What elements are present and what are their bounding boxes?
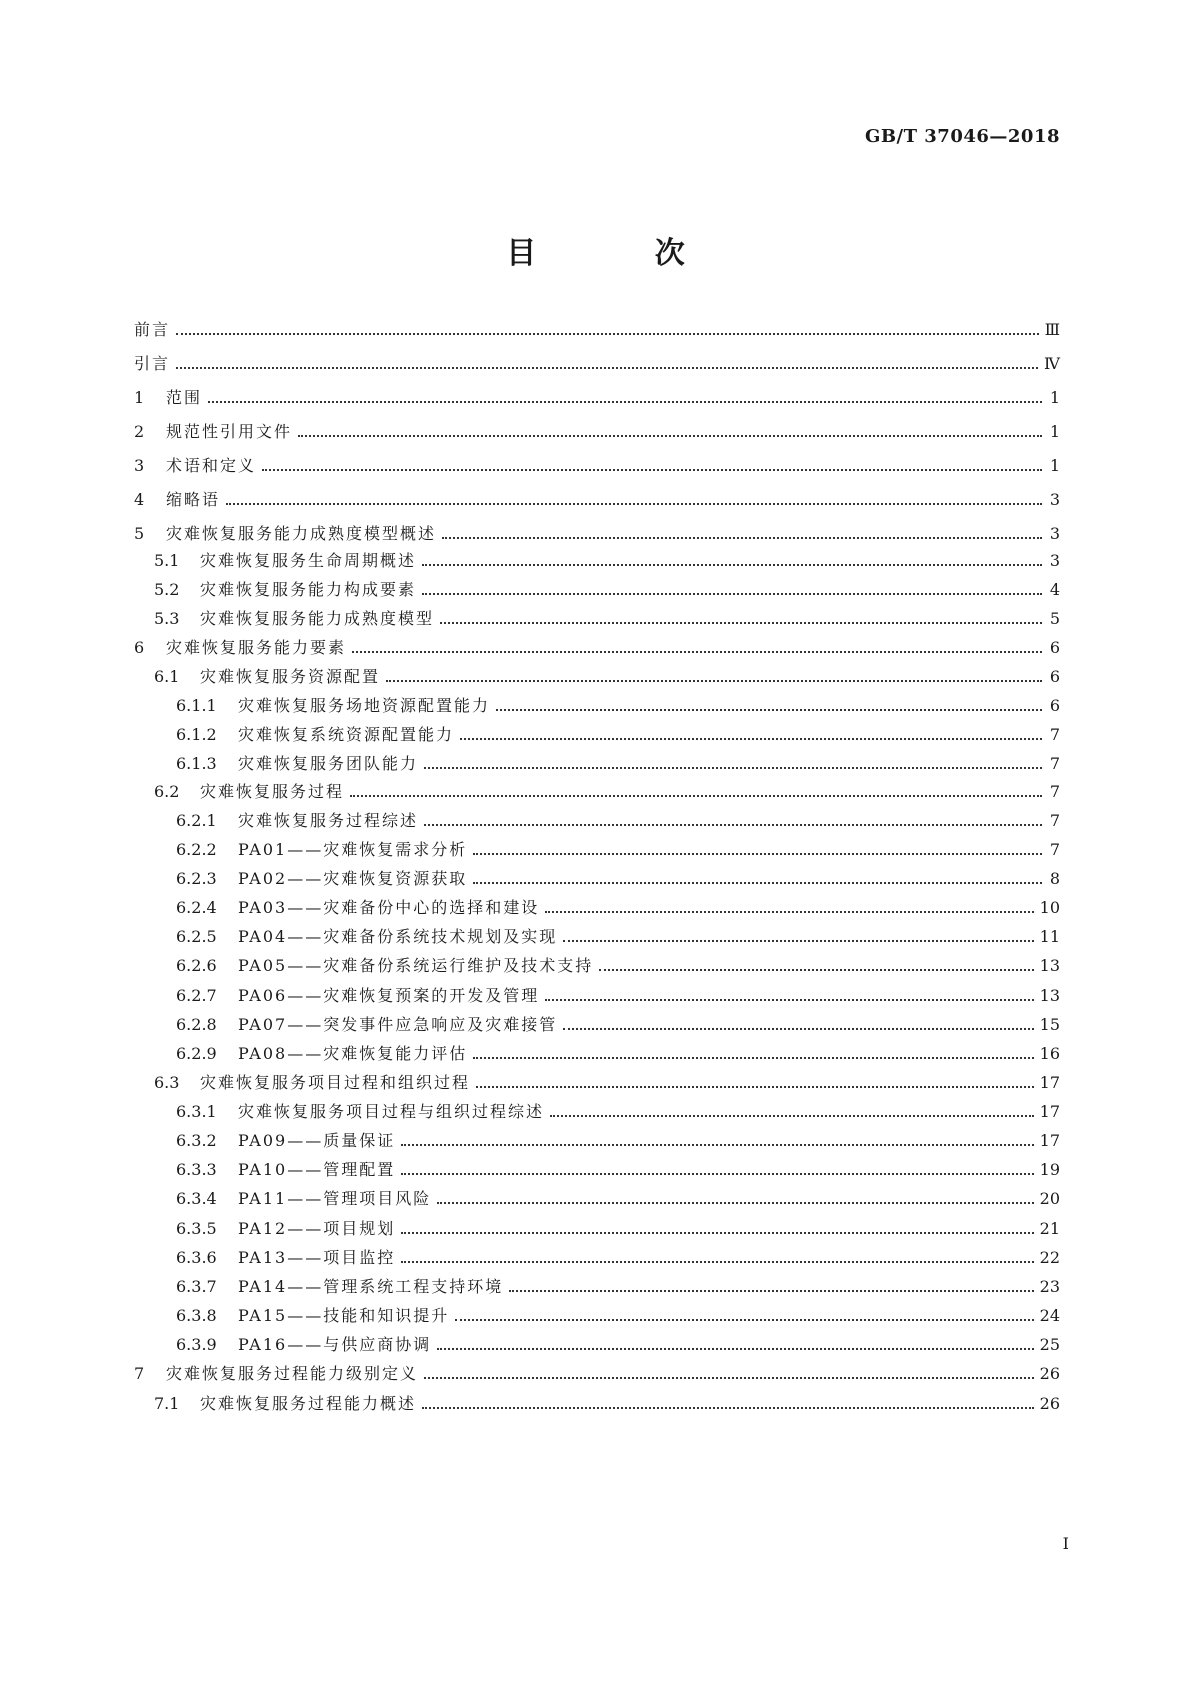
- toc-entry[interactable]: [134, 956, 1060, 976]
- toc-entry[interactable]: [134, 320, 1060, 340]
- toc-entry-page: 17: [1039, 1073, 1060, 1092]
- toc-entry-page: 3: [1049, 524, 1060, 543]
- toc-entry[interactable]: [134, 388, 1060, 408]
- toc-leader-dots: [401, 1173, 1033, 1175]
- toc-entry-number: 1: [134, 388, 145, 407]
- toc-leader-dots: [350, 795, 1042, 797]
- toc-entry[interactable]: [134, 1160, 1060, 1180]
- toc-leader-dots: [442, 537, 1042, 539]
- toc-entry-page: 26: [1039, 1364, 1060, 1383]
- toc-entry[interactable]: [134, 1219, 1060, 1239]
- toc-entry-page: 5: [1049, 609, 1060, 628]
- toc-entry-number: 6.3.7: [176, 1277, 217, 1296]
- toc-leader-dots: [545, 999, 1033, 1001]
- toc-entry[interactable]: [134, 422, 1060, 442]
- toc-entry-label: 缩略语: [166, 490, 221, 509]
- toc-entry-label: 灾难恢复服务项目过程和组织过程: [200, 1073, 471, 1092]
- toc-entry-number: 6.1.1: [176, 696, 217, 715]
- toc-entry-page: 24: [1039, 1306, 1060, 1325]
- toc-entry-label: PA05——灾难备份系统运行维护及技术支持: [238, 956, 594, 975]
- toc-entry-number: 6.3.2: [176, 1131, 217, 1150]
- toc-entry-number: 6.3.8: [176, 1306, 217, 1325]
- toc-entry-label: 术语和定义: [166, 456, 257, 475]
- toc-entry-label: 灾难恢复服务能力要素: [166, 638, 347, 657]
- toc-leader-dots: [422, 564, 1042, 566]
- toc-entry[interactable]: [134, 551, 1060, 571]
- toc-leader-dots: [437, 1202, 1033, 1204]
- toc-leader-dots: [176, 333, 1039, 335]
- toc-leader-dots: [509, 1290, 1033, 1292]
- toc-entry-label: PA14——管理系统工程支持环境: [238, 1277, 504, 1296]
- toc-entry[interactable]: [134, 580, 1060, 600]
- toc-entry[interactable]: [134, 1335, 1060, 1355]
- toc-leader-dots: [437, 1348, 1033, 1350]
- toc-entry-page: 1: [1049, 422, 1060, 441]
- toc-entry-number: 6.2.5: [176, 927, 217, 946]
- toc-entry-page: 13: [1039, 956, 1060, 975]
- toc-entry-label: 灾难恢复服务能力构成要素: [200, 580, 417, 599]
- toc-leader-dots: [262, 469, 1042, 471]
- toc-entry-page: Ⅳ: [1044, 354, 1060, 373]
- toc-entry-label: PA07——突发事件应急响应及灾难接管: [238, 1015, 558, 1034]
- toc-leader-dots: [473, 853, 1042, 855]
- toc-entry-number: 6: [134, 638, 145, 657]
- toc-leader-dots: [386, 680, 1042, 682]
- toc-entry-label: PA01——灾难恢复需求分析: [238, 840, 468, 859]
- toc-entry[interactable]: [134, 696, 1060, 716]
- toc-entry-number: 6.3.4: [176, 1189, 217, 1208]
- toc-entry-label: 灾难恢复服务资源配置: [200, 667, 381, 686]
- toc-entry[interactable]: [134, 811, 1060, 831]
- toc-entry-page: 17: [1039, 1131, 1060, 1150]
- toc-entry-label: PA10——管理配置: [238, 1160, 396, 1179]
- toc-leader-dots: [401, 1144, 1033, 1146]
- toc-entry-label: PA02——灾难恢复资源获取: [238, 869, 468, 888]
- toc-entry-page: 11: [1039, 927, 1060, 946]
- toc-entry-label: 范围: [166, 388, 203, 407]
- toc-entry[interactable]: [134, 1073, 1060, 1093]
- standard-code: GB/T 37046—2018: [864, 126, 1060, 147]
- toc-entry-page: 3: [1049, 490, 1060, 509]
- toc-leader-dots: [424, 1377, 1034, 1379]
- toc-entry-label: 灾难恢复服务能力成熟度模型: [200, 609, 435, 628]
- toc-leader-dots: [550, 1115, 1034, 1117]
- toc-entry-label: 引言: [134, 354, 171, 373]
- toc-entry-number: 6.3.6: [176, 1248, 217, 1267]
- toc-entry-page: 7: [1049, 811, 1060, 830]
- toc-entry-number: 6.1.2: [176, 725, 217, 744]
- toc-entry[interactable]: [134, 1044, 1060, 1064]
- toc-entry-page: 7: [1049, 840, 1060, 859]
- toc-entry-number: 6.2.7: [176, 986, 217, 1005]
- toc-leader-dots: [496, 709, 1042, 711]
- toc-entry-page: 6: [1049, 638, 1060, 657]
- toc-leader-dots: [422, 593, 1042, 595]
- page-title: 目 次: [506, 236, 739, 271]
- toc-entry[interactable]: [134, 1248, 1060, 1268]
- toc-entry-label: 前言: [134, 320, 171, 339]
- toc-entry-label: PA15——技能和知识提升: [238, 1306, 450, 1325]
- toc-entry[interactable]: [134, 1306, 1060, 1326]
- toc-leader-dots: [545, 911, 1033, 913]
- toc-entry-page: 25: [1039, 1335, 1060, 1354]
- toc-leader-dots: [352, 651, 1042, 653]
- toc-leader-dots: [401, 1261, 1033, 1263]
- toc-entry-page: 6: [1049, 696, 1060, 715]
- toc-entry-number: 6.3.5: [176, 1219, 217, 1238]
- toc-entry-page: Ⅲ: [1044, 320, 1060, 339]
- toc-entry-page: 7: [1049, 782, 1060, 801]
- toc-entry-page: 21: [1039, 1219, 1060, 1238]
- toc-leader-dots: [424, 767, 1042, 769]
- toc-entry-label: PA04——灾难备份系统技术规划及实现: [238, 927, 558, 946]
- toc-entry-label: 灾难恢复服务过程能力概述: [200, 1394, 417, 1413]
- toc-leader-dots: [401, 1232, 1033, 1234]
- toc-entry-number: 7: [134, 1364, 145, 1383]
- toc-entry[interactable]: [134, 898, 1060, 918]
- toc-entry-page: 23: [1039, 1277, 1060, 1296]
- toc-entry[interactable]: [134, 754, 1060, 774]
- toc-leader-dots: [422, 1407, 1034, 1409]
- toc-entry-label: 灾难恢复系统资源配置能力: [238, 725, 455, 744]
- toc-entry-page: 15: [1039, 1015, 1060, 1034]
- toc-entry-label: PA16——与供应商协调: [238, 1335, 432, 1354]
- toc-entry-page: 3: [1049, 551, 1060, 570]
- toc-entry[interactable]: [134, 869, 1060, 889]
- toc-leader-dots: [455, 1319, 1033, 1321]
- toc-entry[interactable]: [134, 1131, 1060, 1151]
- toc-entry[interactable]: [134, 1015, 1060, 1035]
- toc-entry-number: 6.2.3: [176, 869, 217, 888]
- toc-entry-label: 灾难恢复服务生命周期概述: [200, 551, 417, 570]
- toc-leader-dots: [563, 1028, 1033, 1030]
- toc-entry[interactable]: [134, 456, 1060, 476]
- toc-entry-number: 3: [134, 456, 145, 475]
- toc-entry[interactable]: [134, 840, 1060, 860]
- toc-entry-page: 7: [1049, 725, 1060, 744]
- toc-entry-page: 7: [1049, 754, 1060, 773]
- toc-entry[interactable]: [134, 354, 1060, 374]
- toc-entry-label: 灾难恢复服务项目过程与组织过程综述: [238, 1102, 545, 1121]
- toc-leader-dots: [599, 969, 1033, 971]
- toc-leader-dots: [440, 622, 1042, 624]
- toc-leader-dots: [473, 1057, 1033, 1059]
- toc-leader-dots: [563, 940, 1033, 942]
- toc-entry-label: PA06——灾难恢复预案的开发及管理: [238, 986, 540, 1005]
- toc-entry-page: 1: [1049, 388, 1060, 407]
- toc-entry-page: 17: [1039, 1102, 1060, 1121]
- toc-entry-number: 2: [134, 422, 145, 441]
- toc-entry-number: 6.2.8: [176, 1015, 217, 1034]
- toc-entry-label: 规范性引用文件: [166, 422, 293, 441]
- toc-entry-label: PA03——灾难备份中心的选择和建设: [238, 898, 540, 917]
- toc-entry[interactable]: [134, 638, 1060, 658]
- toc-entry[interactable]: [134, 609, 1060, 629]
- toc-entry-number: 6.3.9: [176, 1335, 217, 1354]
- toc-entry[interactable]: [134, 1102, 1060, 1122]
- toc-entry[interactable]: [134, 725, 1060, 745]
- toc-entry-number: 5.3: [154, 609, 180, 628]
- toc-leader-dots: [460, 738, 1042, 740]
- toc-entry-number: 6.1.3: [176, 754, 217, 773]
- toc-entry-label: 灾难恢复服务能力成熟度模型概述: [166, 524, 437, 543]
- toc-entry[interactable]: [134, 1364, 1060, 1384]
- toc-entry[interactable]: [134, 490, 1060, 510]
- toc-entry-page: 8: [1049, 869, 1060, 888]
- toc-entry-number: 6.1: [154, 667, 180, 686]
- toc-entry-number: 6.3.3: [176, 1160, 217, 1179]
- toc-entry-number: 6.3.1: [176, 1102, 217, 1121]
- toc-entry-page: 20: [1039, 1189, 1060, 1208]
- toc-entry-number: 7.1: [154, 1394, 180, 1413]
- toc-entry-number: 4: [134, 490, 145, 509]
- toc-entry-label: 灾难恢复服务过程: [200, 782, 345, 801]
- toc-entry-number: 6.2.9: [176, 1044, 217, 1063]
- toc-entry-number: 6.2.6: [176, 956, 217, 975]
- toc-entry-number: 6.2.2: [176, 840, 217, 859]
- toc-entry-page: 26: [1039, 1394, 1060, 1413]
- toc-entry-label: 灾难恢复服务过程综述: [238, 811, 419, 830]
- toc-leader-dots: [424, 824, 1042, 826]
- toc-entry-label: 灾难恢复服务过程能力级别定义: [166, 1364, 419, 1383]
- toc-entry-label: PA12——项目规划: [238, 1219, 396, 1238]
- toc-entry-label: PA13——项目监控: [238, 1248, 396, 1267]
- toc-entry[interactable]: [134, 782, 1060, 802]
- toc-entry-label: PA11——管理项目风险: [238, 1189, 432, 1208]
- toc-entry-number: 5.1: [154, 551, 180, 570]
- toc-entry[interactable]: [134, 667, 1060, 687]
- toc-entry-page: 13: [1039, 986, 1060, 1005]
- toc-leader-dots: [298, 435, 1042, 437]
- page-number: I: [1062, 1534, 1069, 1553]
- toc-entry[interactable]: [134, 1394, 1060, 1414]
- toc-entry[interactable]: [134, 986, 1060, 1006]
- toc-entry-number: 5: [134, 524, 145, 543]
- toc-entry-number: 6.2: [154, 782, 180, 801]
- toc-entry-number: 5.2: [154, 580, 180, 599]
- toc-entry-page: 16: [1039, 1044, 1060, 1063]
- toc-entry[interactable]: [134, 927, 1060, 947]
- toc-leader-dots: [476, 1086, 1034, 1088]
- toc-leader-dots: [208, 401, 1042, 403]
- toc-entry-label: 灾难恢复服务团队能力: [238, 754, 419, 773]
- toc-leader-dots: [473, 882, 1042, 884]
- toc-entry[interactable]: [134, 524, 1060, 544]
- toc-entry-page: 22: [1039, 1248, 1060, 1267]
- toc-entry[interactable]: [134, 1189, 1060, 1209]
- toc-entry-label: 灾难恢复服务场地资源配置能力: [238, 696, 491, 715]
- toc-entry-page: 4: [1049, 580, 1060, 599]
- toc-entry-page: 10: [1039, 898, 1060, 917]
- toc-entry-number: 6.3: [154, 1073, 180, 1092]
- toc-entry-label: PA08——灾难恢复能力评估: [238, 1044, 468, 1063]
- toc-entry-page: 1: [1049, 456, 1060, 475]
- toc-entry-page: 19: [1039, 1160, 1060, 1179]
- toc-entry-label: PA09——质量保证: [238, 1131, 396, 1150]
- toc-leader-dots: [226, 503, 1042, 505]
- toc-leader-dots: [176, 367, 1038, 369]
- toc-entry-number: 6.2.4: [176, 898, 217, 917]
- toc-entry-page: 6: [1049, 667, 1060, 686]
- toc-entry[interactable]: [134, 1277, 1060, 1297]
- toc-entry-number: 6.2.1: [176, 811, 217, 830]
